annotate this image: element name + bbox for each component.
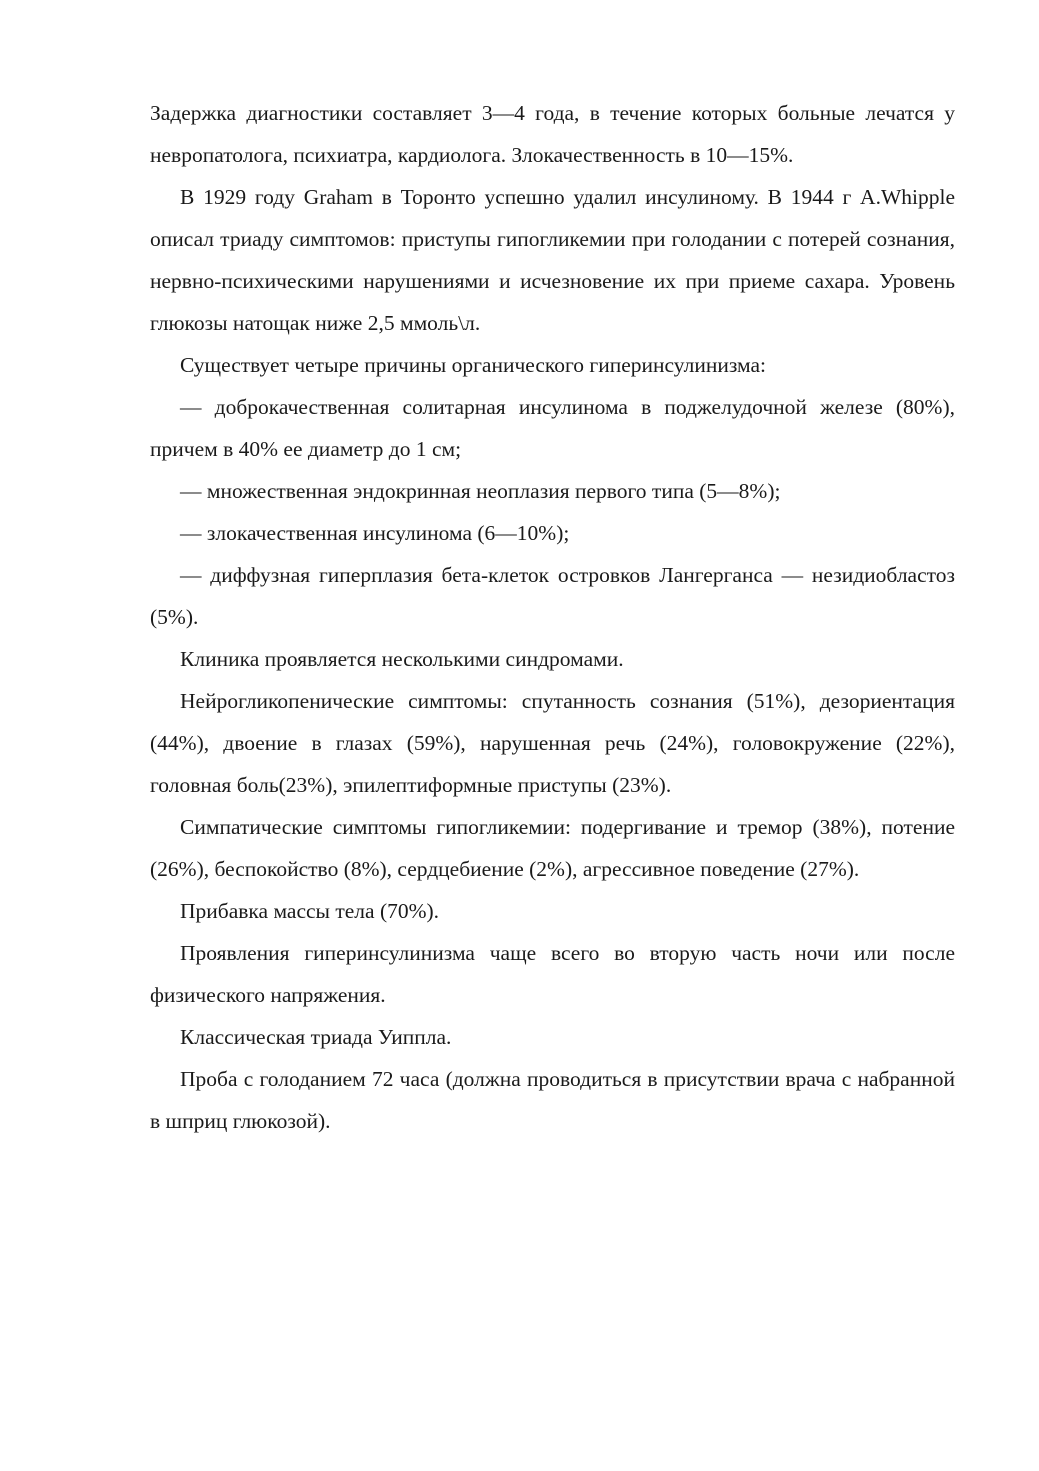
paragraph-weight-gain: Прибавка массы тела (70%). <box>180 899 440 923</box>
list-item-benign-insulinoma: — доброкачественная солитарная инсулинома в поджелудочной железе (80%), причем в 40% ее диаметр до 1 см; <box>150 395 955 461</box>
paragraph-neuroglycopenic: Нейрогликопенические симптомы: спутанность сознания (51%), дезориентация (44%), двоение в глазах (59%), нарушенная речь (24%), головокружение (22%), головная боль(23%), эпилептиформные приступы (23%). <box>150 689 955 797</box>
paragraph-clinic-intro: Клиника проявляется несколькими синдромами. <box>180 647 624 671</box>
paragraph-history: В 1929 году Graham в Торонто успешно удалил инсулиному. В 1944 г A.Whipple описал триаду симптомов: приступы гипогликемии при голодании с потерей сознания, нервно-психическими нарушениями и исчезновение их при приеме сахара. Уровень глюкозы натощак ниже 2,5 ммоль\л. <box>150 185 955 335</box>
document-body <box>150 92 955 1142</box>
paragraph-sympathetic: Симпатические симптомы гипогликемии: подергивание и тремор (38%), потение (26%), беспокойство (8%), сердцебиение (2%), агрессивное поведение (27%). <box>150 815 955 881</box>
list-item-nesidioblastosis: — диффузная гиперплазия бета-клеток островков Лангерганса — незидиобластоз (5%). <box>150 563 955 629</box>
paragraph-diagnosis-delay: Задержка диагностики составляет 3—4 года, в течение которых больные лечатся у невропатолога, психиатра, кардиолога. Злокачественность в 10—15%. <box>150 101 955 167</box>
paragraph-causes-intro: Существует четыре причины органического гиперинсулинизма: <box>180 353 767 377</box>
paragraph-whipple-triad: Классическая триада Уиппла. <box>180 1025 452 1049</box>
list-item-malignant-insulinoma: — злокачественная инсулинома (6—10%); <box>180 521 570 545</box>
paragraph-fasting-test: Проба с голоданием 72 часа (должна проводиться в присутствии врача с набранной в шприц глюкозой). <box>150 1067 955 1133</box>
list-item-men1: — множественная эндокринная неоплазия первого типа (5—8%); <box>180 479 781 503</box>
paragraph-timing: Проявления гиперинсулинизма чаще всего во вторую часть ночи или после физического напряжения. <box>150 941 955 1007</box>
